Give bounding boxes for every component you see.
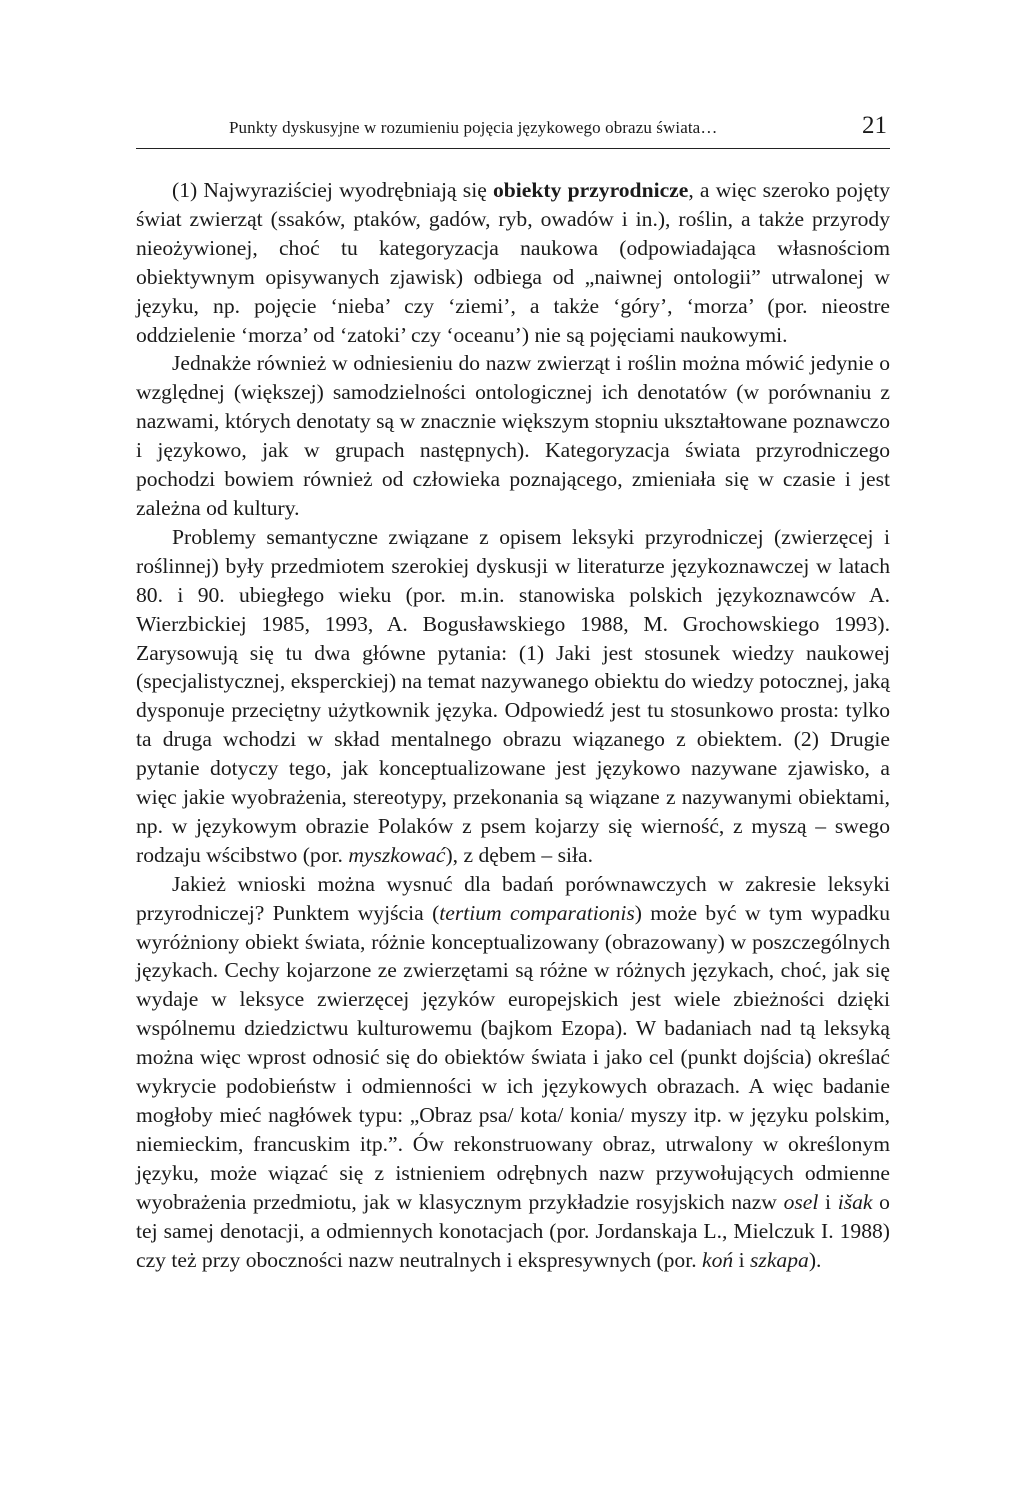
paragraph-3-italic-term: myszkować (348, 842, 446, 867)
paragraph-4-italic-term-4: koń (702, 1247, 734, 1272)
paragraph-3-text-a: Problemy semantyczne związane z opisem leksyki przyrodniczej (zwierzęcej i roślinnej) były przedmiotem szerokiej dyskusji w literaturze językoznawczej w latach 80. i 90. ubiegłego wieku (por. m.in. stanowiska polskich językoznawców A. Wierzbickiej 1985, 1993, A. Bogusławskiego 1988, M. Grochowskiego 1993). Zarysowują się tu dwa główne pytania: (1) Jaki jest stosunek wiedzy naukowej (specjalistycznej, eksperckiej) na temat nazywanego obiektu do wiedzy potocznej, jaką dysponuje przeciętny użytkownik języka. Odpowiedź jest tu stosunkowo prosta: tylko ta druga wchodzi w skład mentalnego obrazu wiązanego z obiektem. (2) Drugie pytanie dotyczy tego, jak konceptualizowane jest językowo nazywane zjawisko, a więc jakie wyobrażenia, stereotypy, przekonania są wiązane z nazywanymi obiektami, np. w językowym obrazie Polaków z psem kojarzy się wierność, z myszą – swego rodzaju wścibstwo (por. (136, 524, 890, 867)
running-header (136, 112, 890, 149)
paragraph-4-italic-term-1: tertium comparationis (439, 900, 635, 925)
paragraph-2-text: Jednakże również w odniesieniu do nazw zwierząt i roślin można mówić jedynie o względnej (większej) samodzielności ontologicznej ich denotatów (w porównaniu z nazwami, których denotaty są w znacznie większym stopniu ukształtowane poznawczo i językowo, jak w grupach następnych). Kategoryzacja świata przyrodniczego pochodzi bowiem również od człowieka poznającego, zmieniała się w czasie i jest zależna od kultury. (136, 351, 890, 520)
paragraph-1-bold-term: obiekty przyrodnicze (493, 178, 689, 202)
paragraph-4-italic-term-5: szkapa (750, 1247, 809, 1272)
paragraph-4-text-c: i (818, 1189, 838, 1214)
paragraph-4-text-b: ) może być w tym wypadku wyróżniony obiekt świata, różnie konceptualizowany (obrazowany) w poszczególnych językach. Cechy kojarzone ze zwierzętami są różne w różnych językach, choć, jak się wydaje w leksyce zwierzęcej języków europejskich jest wiele zbieżności dzięki wspólnemu dziedzictwu kulturowemu (bajkom Ezopa). W badaniach nad tą leksyką można więc wprost odnosić się do obiektów świata i jako cel (punkt dojścia) określać wykrycie podobieństw i odmienności w ich językowych obrazach. A więc badanie mogłoby mieć nagłówek typu: „Obraz psa/ kota/ konia/ myszy itp. w języku polskim, niemieckim, francuskim itp.”. Ów rekonstruowany obraz, utrwalony w określonym języku, może wiązać się z istnieniem odrębnych nazw przywołujących odmienne wyobrażenia przedmiotu, jak w klasycznym przykładzie rosyjskich nazw (136, 900, 890, 1214)
paragraph-1 (136, 176, 890, 349)
paragraph-4-italic-term-2: osel (783, 1189, 819, 1214)
paragraph-1-text-a: (1) Najwyraziściej wyodrębniają się (172, 178, 493, 202)
paragraph-4-text-d: o tej samej denotacji, a odmiennych konotacjach (por. Jordanskaja L., Mielczuk I. 1988) czy też przy oboczności nazw neutralnych i ekspresywnych (por. (136, 1189, 890, 1272)
paragraph-2 (136, 349, 890, 522)
paragraph-1-text-b: , a więc szeroko pojęty świat zwierząt (ssaków, ptaków, gadów, ryb, owadów i in.), roślin, a także przyrody nieożywionej, choć tu kategoryzacja naukowa (odpowiadająca własnościom obiektywnym opisywanych zjawisk) odbiega od „naiwnej ontologii” utrwalonej w języku, np. pojęcie ‘nieba’ czy ‘ziemi’, a także ‘góry’, ‘morza’ (por. nieostre oddzielenie ‘morza’ od ‘zatoki’ czy ‘oceanu’) nie są pojęciami naukowymi. (136, 178, 891, 347)
paragraph-3 (136, 523, 890, 870)
paragraph-4 (136, 870, 890, 1275)
paragraph-4-italic-term-3: išak (837, 1189, 873, 1214)
body-text (136, 176, 890, 1274)
running-title: Punkty dyskusyjne w rozumieniu pojęcia językowego obrazu świata… (229, 118, 718, 137)
page-number: 21 (862, 112, 887, 139)
paragraph-4-text-e: i (733, 1247, 751, 1272)
paragraph-4-text-a: Jakież wnioski można wysnuć dla badań porównawczych w zakresie leksyki przyrodniczej? Punktem wyjścia ( (136, 871, 890, 925)
paragraph-3-text-b: ), z dębem – siła. (445, 842, 593, 867)
paragraph-4-text-f: ). (808, 1247, 822, 1272)
